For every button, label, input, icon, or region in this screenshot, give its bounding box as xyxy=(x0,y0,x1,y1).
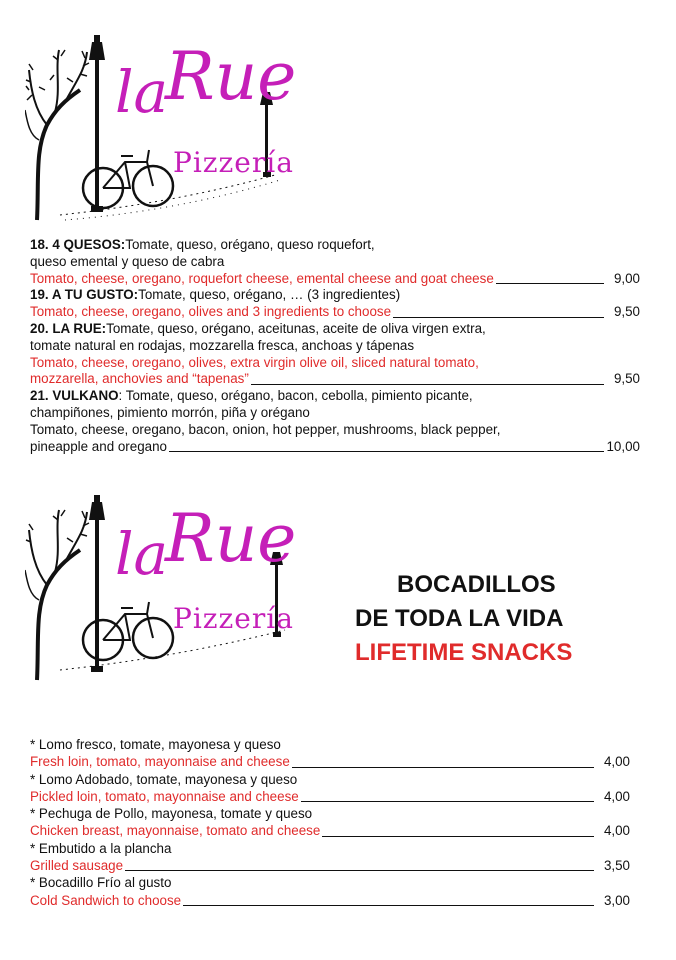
section-title-en: LIFETIME SNACKS xyxy=(355,639,573,666)
snack-desc-en: Chicken breast, mayonnaise, tomato and cheese xyxy=(30,823,321,839)
price-leader xyxy=(301,800,594,802)
item-desc-es: tomate natural en rodajas, mozzarella fresca, anchoas y tápenas xyxy=(30,337,415,353)
item-desc-en-plain: Tomato, cheese, oregano, bacon, onion, hot pepper, mushrooms, black pepper, xyxy=(30,421,501,437)
snack-price: 4,00 xyxy=(603,788,630,804)
menu-item-20 xyxy=(30,321,640,388)
logo-middle xyxy=(25,490,295,690)
snack-price: 4,00 xyxy=(603,823,630,839)
pizza-list xyxy=(30,237,640,455)
item-desc-es: champiñones, pimiento morrón, piña y orégano xyxy=(30,404,310,420)
snacks-list xyxy=(30,736,630,909)
item-number: 19. A TU GUSTO: xyxy=(30,287,139,303)
section-title-line2: DE TODA LA VIDA xyxy=(355,605,564,632)
menu-item-21 xyxy=(30,388,640,455)
item-price: 9,00 xyxy=(613,270,640,286)
snack-item xyxy=(30,874,630,909)
snack-item xyxy=(30,736,630,771)
section-title xyxy=(355,568,572,670)
item-price: 10,00 xyxy=(606,438,640,454)
price-leader xyxy=(251,383,604,385)
snack-desc-es: * Pechuga de Pollo, mayonesa, tomate y queso xyxy=(30,806,313,822)
price-leader xyxy=(393,316,604,318)
item-desc-en: Tomato, cheese, oregano, olives and 3 ingredients to choose xyxy=(30,304,392,320)
item-desc-en-plain: pineapple and oregano xyxy=(30,438,168,454)
brand-rue: Rue xyxy=(165,500,297,577)
brand-rue: Rue xyxy=(165,38,297,115)
logo-top xyxy=(25,30,295,230)
item-desc-es: queso emental y queso de cabra xyxy=(30,253,225,269)
snack-desc-es: * Embutido a la plancha xyxy=(30,840,172,856)
item-desc-es: Tomate, queso, orégano, … (3 ingredientes) xyxy=(138,287,401,303)
snack-price: 4,00 xyxy=(603,754,630,770)
menu-item-19 xyxy=(30,287,640,321)
snack-desc-es: * Lomo fresco, tomate, mayonesa y queso xyxy=(30,737,281,752)
item-desc-es: : Tomate, queso, orégano, bacon, cebolla, pimiento picante, xyxy=(118,388,473,404)
item-desc-en: mozzarella, anchovies and “tapenas” xyxy=(30,371,249,387)
brand-la: la xyxy=(115,58,169,126)
item-number: 21. VULKANO xyxy=(30,388,119,404)
price-leader xyxy=(183,904,594,906)
brand-la: la xyxy=(115,520,169,588)
snack-price: 3,50 xyxy=(603,858,630,874)
price-leader xyxy=(496,282,604,284)
snack-desc-en: Pickled loin, tomato, mayonnaise and cheese xyxy=(30,788,299,804)
item-number: 18. 4 QUESOS: xyxy=(30,237,126,252)
item-desc-en: Tomato, cheese, oregano, roquefort cheese, emental cheese and goat cheese xyxy=(30,270,494,286)
snack-desc-en: Cold Sandwich to choose xyxy=(30,892,182,908)
brand-pizzeria: Pizzería xyxy=(173,602,294,635)
price-leader xyxy=(292,766,594,768)
snack-item xyxy=(30,805,630,840)
snack-desc-es: * Lomo Adobado, tomate, mayonesa y queso xyxy=(30,771,298,787)
item-price: 9,50 xyxy=(613,371,640,387)
snack-price: 3,00 xyxy=(603,892,630,908)
snack-desc-es: * Bocadillo Frío al gusto xyxy=(30,875,172,891)
menu-item-18 xyxy=(30,237,640,287)
price-leader xyxy=(169,450,604,452)
snack-item xyxy=(30,771,630,806)
price-leader xyxy=(125,869,594,871)
snack-desc-en: Fresh loin, tomato, mayonnaise and cheese xyxy=(30,754,290,770)
price-leader xyxy=(322,835,594,837)
snack-desc-en: Grilled sausage xyxy=(30,858,124,874)
item-desc-es: Tomate, queso, orégano, aceitunas, aceite de oliva virgen extra, xyxy=(106,320,486,336)
item-price: 9,50 xyxy=(613,304,640,320)
item-desc-es: Tomate, queso, orégano, queso roquefort, xyxy=(125,237,375,252)
snack-item xyxy=(30,840,630,875)
item-number: 20. LA RUE: xyxy=(30,320,107,336)
brand-pizzeria: Pizzería xyxy=(173,146,294,179)
section-title-line1: BOCADILLOS xyxy=(397,571,556,598)
item-desc-en: Tomato, cheese, oregano, olives, extra virgin olive oil, sliced natural tomato, xyxy=(30,354,479,370)
